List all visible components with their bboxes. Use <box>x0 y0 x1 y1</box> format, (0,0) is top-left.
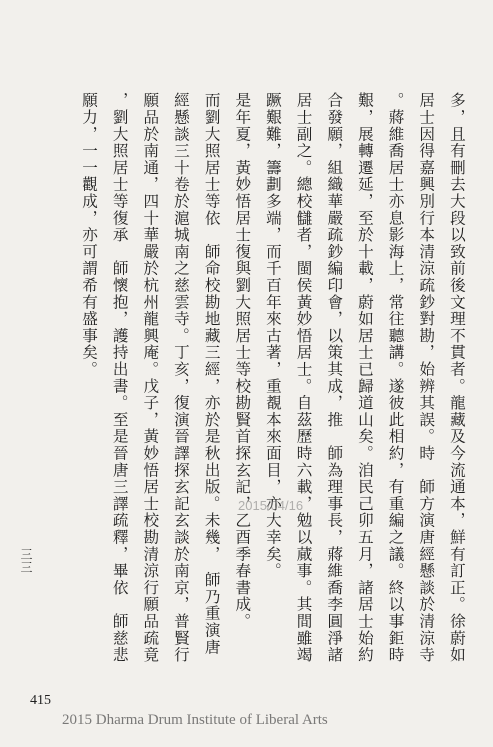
date-watermark: 2015/04/16 <box>238 498 304 513</box>
institution-watermark: 2015 Dharma Drum Institute of Liberal Arts <box>62 712 328 728</box>
text-column: 蹶艱難，籌劃多端，而千百年來古著，重覩本來面目，亦大幸矣。 <box>263 92 282 580</box>
side-page-number: 三三 <box>19 548 33 574</box>
text-column: 。蔣維喬居士亦息影海上，常往聽講。遂彼此相約，有重編之議。終以事鉅時 <box>386 92 405 664</box>
text-column: 合發願，組織華嚴疏鈔編印會，以策其成，推 師為理事長，蔣維喬李圓淨諸 <box>325 92 344 664</box>
text-column: 是年夏，黃妙悟居士復與劉大照居士等校勘賢首探玄記，乙酉季春書成。 <box>233 92 252 630</box>
text-column: 居士因得嘉興別行本清涼疏鈔對勘，始辨其誤。時 師方演唐經懸談於清涼寺 <box>417 92 436 664</box>
text-column: ，劉大照居士等復承 師懷抱，護持出書。至是晉唐三譯疏釋，畢依 師慈悲 <box>110 92 129 664</box>
text-column: 居士副之。總校讎者，閩侯黃妙悟居士。自茲歷時六載，勉以蕆事。其間雖竭 <box>294 92 313 664</box>
text-column: 艱，展轉遷延，至於十載，蔚如居士已歸道山矣。洎民己卯五月，諸居士始約 <box>355 92 374 664</box>
text-column: 多，且有刪去大段以致前後文理不貫者。龍藏及今流通本，鮮有訂正。徐蔚如 <box>447 92 466 664</box>
text-column: 經懸談三十卷於滬城南之慈雲寺。丁亥，復演晉譯探玄記玄談於南京，普賢行 <box>171 92 190 664</box>
text-column: 願力，一一觀成，亦可謂希有盛事矣。 <box>80 92 98 378</box>
page-number: 415 <box>30 693 51 708</box>
text-column: 而劉大照居士等依 師命校勘地藏三經，亦於是秋出版。未幾， 師乃重演唐 <box>202 92 221 656</box>
vertical-text-block <box>78 92 468 692</box>
text-column: 願品於南通，四十華嚴於杭州龍興庵。戊子，黃妙悟居士校勘清涼行願品疏竟 <box>141 92 160 664</box>
